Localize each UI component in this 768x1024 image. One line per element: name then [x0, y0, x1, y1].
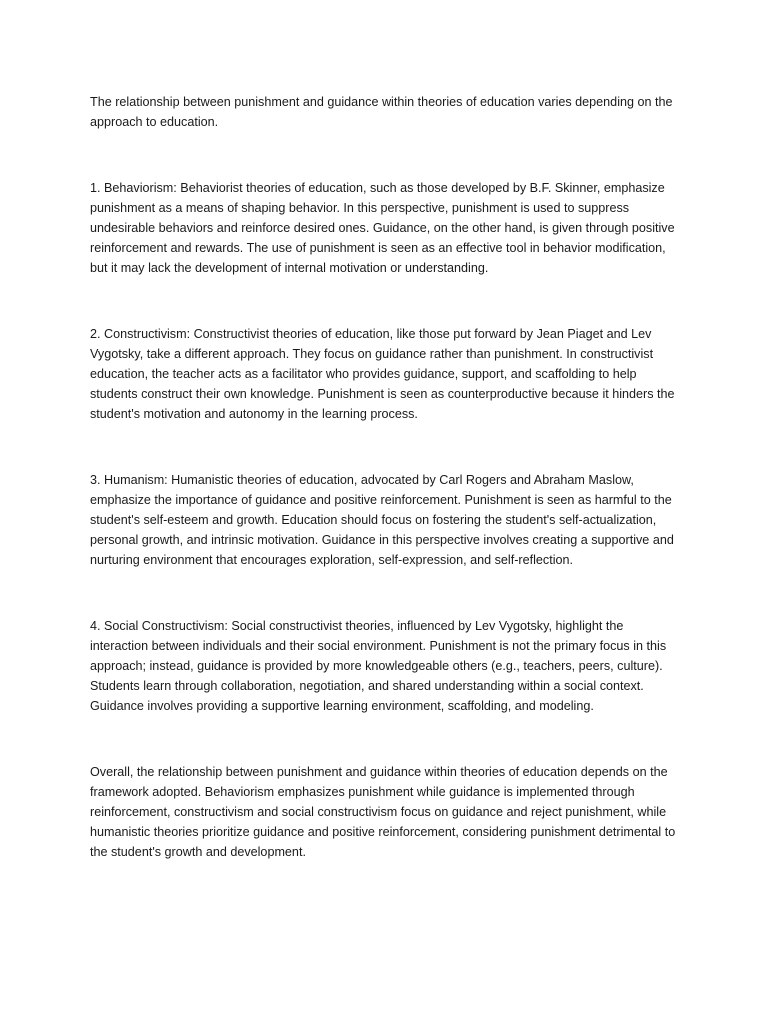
constructivism-paragraph: 2. Constructivism: Constructivist theories of education, like those put forward by Jean Piaget and Lev Vygotsky, take a different approach. They focus on guidance rather than punishment. In constructivist education, the teacher acts as a facilitator who provides guidance, support, and scaffolding to help students construct their own knowledge. Punishment is seen as counterproductive because it hinders the student's motivation and autonomy in the learning process.: [90, 327, 675, 421]
social-constructivism-paragraph: 4. Social Constructivism: Social constructivist theories, influenced by Lev Vygotsky, highlight the interaction between individuals and their social environment. Punishment is not the primary focus in this approach; instead, guidance is provided by more knowledgeable others (e.g., teachers, peers, culture). Students learn through collaboration, negotiation, and shared understanding within a social context. Guidance involves providing a supportive learning environment, scaffolding, and modeling.: [90, 619, 667, 713]
conclusion-paragraph: Overall, the relationship between punishment and guidance within theories of education depends on the framework adopted. Behaviorism emphasizes punishment while guidance is implemented through reinforcement, constructivism and social constructivism focus on guidance and reject punishment, while humanistic theories prioritize guidance and positive reinforcement, considering punishment detrimental to the student's growth and development.: [90, 765, 676, 859]
paragraph-spacer: [90, 424, 680, 470]
intro-paragraph: The relationship between punishment and guidance within theories of education varies depending on the approach to education.: [90, 95, 673, 129]
humanism-paragraph: 3. Humanism: Humanistic theories of education, advocated by Carl Rogers and Abraham Maslow, emphasize the importance of guidance and positive reinforcement. Punishment is seen as harmful to the student's self-esteem and growth. Education should focus on fostering the student's self-actualization, personal growth, and intrinsic motivation. Guidance in this perspective involves creating a supportive and nurturing environment that encourages exploration, self-expression, and self-reflection.: [90, 473, 674, 567]
paragraph-spacer: [90, 132, 680, 178]
paragraph-spacer: [90, 570, 680, 616]
paragraph-spacer: [90, 716, 680, 762]
behaviorism-paragraph: 1. Behaviorism: Behaviorist theories of education, such as those developed by B.F. Skinner, emphasize punishment as a means of shaping behavior. In this perspective, punishment is used to suppress undesirable behaviors and reinforce desired ones. Guidance, on the other hand, is given through positive reinforcement and rewards. The use of punishment is seen as an effective tool in behavior modification, but it may lack the development of internal motivation or understanding.: [90, 181, 675, 275]
document-body: [90, 92, 680, 862]
paragraph-spacer: [90, 278, 680, 324]
